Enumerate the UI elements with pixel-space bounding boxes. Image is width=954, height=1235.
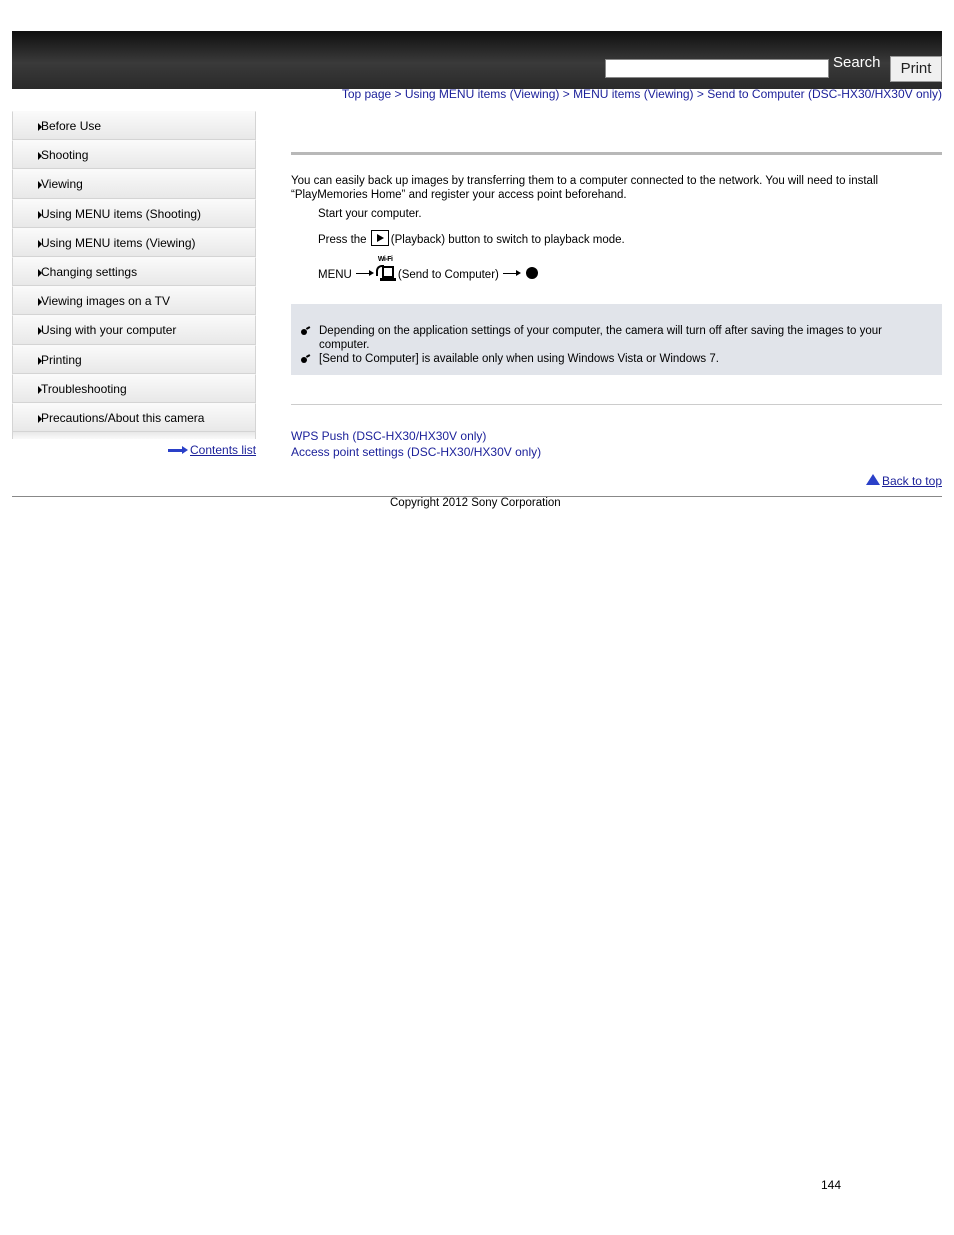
search-button[interactable]: Search <box>833 54 881 71</box>
sidebar-item-label: Precautions/About this camera <box>41 410 205 425</box>
monitor-base-shape <box>380 278 396 281</box>
triangle-right-icon <box>38 386 42 394</box>
step-3-label: (Send to Computer) <box>397 269 499 281</box>
step-2-prefix: Press the <box>318 234 367 246</box>
step-2-suffix: (Playback) button to switch to playback mode. <box>390 234 625 246</box>
title-divider <box>291 152 942 155</box>
breadcrumb-separator: > <box>391 87 405 101</box>
step-1: Start your computer. <box>318 208 422 220</box>
sidebar-item-menu-viewing[interactable] <box>12 228 256 257</box>
triangle-right-icon <box>38 123 42 131</box>
step-3-menu: MENU <box>318 269 352 281</box>
contents-list-label: Contents list <box>190 443 257 457</box>
monitor-shape <box>382 266 394 278</box>
sidebar-nav <box>12 111 256 439</box>
print-button[interactable]: Print <box>890 56 942 82</box>
wifi-text: Wi-Fi <box>377 256 393 263</box>
intro-text: You can easily back up images by transferring them to a computer connected to the network. You will need to install “PlayMemories Home” and register your access point beforehand. <box>291 175 879 201</box>
breadcrumb-send-to-computer[interactable]: Send to Computer (DSC-HX30/HX30V only) <box>707 87 942 101</box>
back-to-top-label: Back to top <box>881 474 942 488</box>
triangle-right-icon <box>38 152 42 160</box>
sidebar-item-viewing-tv[interactable] <box>12 286 256 315</box>
sidebar-item-label: Shooting <box>41 148 89 163</box>
related-link-access-point[interactable]: Access point settings (DSC-HX30/HX30V only) <box>291 445 542 459</box>
send-to-computer-icon <box>376 256 396 282</box>
sidebar-item-label: Printing <box>41 352 82 367</box>
note-text: Depending on the application settings of your computer, the camera will turn off after saving the images to your computer. <box>319 325 882 351</box>
sidebar-item-viewing[interactable] <box>12 169 256 198</box>
step-2 <box>318 230 625 246</box>
breadcrumb-using-menu-viewing[interactable]: Using MENU items (Viewing) <box>404 87 560 101</box>
sidebar-item-label: Before Use <box>41 119 102 133</box>
breadcrumb-separator: > <box>693 87 708 101</box>
breadcrumb-separator: > <box>559 87 574 101</box>
center-button-icon <box>526 267 538 279</box>
triangle-right-icon <box>38 240 42 248</box>
note-bullet-icon <box>301 357 307 363</box>
sidebar-item-label: Viewing <box>41 177 83 192</box>
search-input[interactable] <box>605 59 829 78</box>
contents-list-link[interactable] <box>168 443 256 457</box>
triangle-right-icon <box>38 327 42 335</box>
related-link-wps-push[interactable]: WPS Push (DSC-HX30/HX30V only) <box>291 429 487 443</box>
sidebar-item-menu-shooting[interactable] <box>12 199 256 228</box>
note-bullet-icon <box>301 329 307 335</box>
sidebar-item-shooting[interactable] <box>12 140 256 169</box>
note-text: [Send to Computer] is available only when using Windows Vista or Windows 7. <box>319 353 719 365</box>
back-to-top-link[interactable] <box>866 474 942 488</box>
triangle-right-icon <box>38 298 42 306</box>
triangle-up-icon <box>866 474 880 485</box>
sidebar-item-label: Using MENU items (Shooting) <box>41 206 202 221</box>
arrow-right-icon <box>168 449 182 452</box>
breadcrumb-top-page[interactable]: Top page <box>341 87 392 101</box>
sidebar-item-printing[interactable] <box>12 345 256 374</box>
step-3 <box>318 256 538 282</box>
triangle-right-icon <box>38 269 42 277</box>
sidebar-item-label: Changing settings <box>41 264 138 279</box>
related-divider <box>291 404 942 405</box>
copyright: Copyright 2012 Sony Corporation <box>390 497 561 509</box>
sidebar-item-label: Troubleshooting <box>41 381 127 396</box>
triangle-right-icon <box>38 181 42 189</box>
triangle-right-icon <box>38 357 42 365</box>
triangle-right-icon <box>38 211 42 219</box>
page-number: 144 <box>821 1178 842 1192</box>
triangle-right-icon <box>38 415 42 423</box>
sidebar-item-label: Using with your computer <box>41 323 177 338</box>
arrow-right-icon <box>503 273 519 274</box>
breadcrumb-menu-items-viewing[interactable]: MENU items (Viewing) <box>573 87 694 101</box>
sidebar-item-changing-settings[interactable] <box>12 257 256 286</box>
sidebar-item-label: Using MENU items (Viewing) <box>41 235 196 250</box>
notes-box <box>291 304 942 375</box>
breadcrumb <box>342 87 942 101</box>
arrow-right-icon <box>356 273 372 274</box>
sidebar-item-computer[interactable] <box>12 315 256 344</box>
sidebar-bottom <box>12 432 256 439</box>
sidebar-item-label: Viewing images on a TV <box>41 294 170 309</box>
sidebar-item-precautions[interactable] <box>12 403 256 432</box>
sidebar-item-troubleshooting[interactable] <box>12 374 256 403</box>
playback-icon <box>371 230 389 246</box>
sidebar-item-before-use[interactable] <box>12 111 256 140</box>
